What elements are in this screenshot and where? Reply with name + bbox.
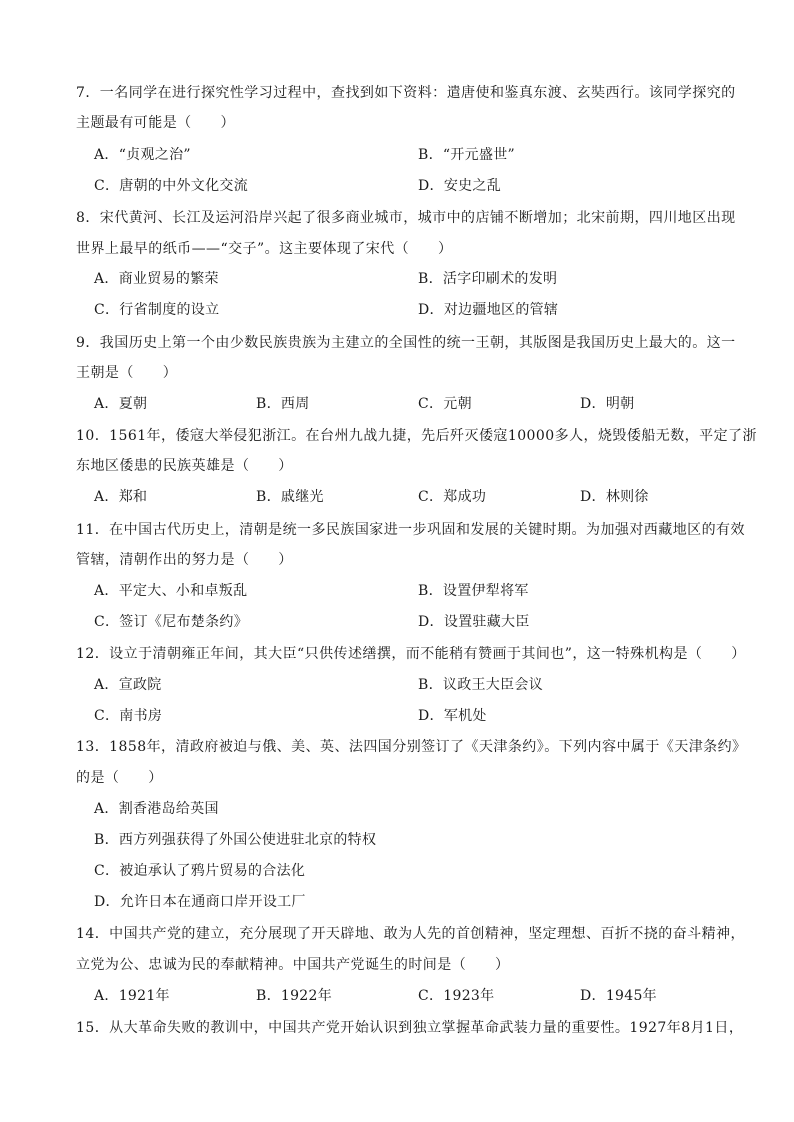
- question-stem-line: 9．我国历史上第一个由少数民族贵族为主建立的全国性的统一王朝，其版图是我国历史上最大的。这一: [76, 335, 736, 351]
- question-stem-line: 13．1858年，清政府被迫与俄、美、英、法四国分别签订了《天津条约》。下列内容中属于《天津条约》: [76, 739, 747, 755]
- question-stem-line: 10．1561年，倭寇大举侵犯浙江。在台州九战九捷，先后歼灭倭寇10000多人，烧毁倭船无数，平定了浙: [76, 428, 757, 444]
- option-a[interactable]: A．1921年: [94, 988, 170, 1004]
- option-b[interactable]: B．戚继光: [256, 489, 324, 505]
- option-b[interactable]: B．1922年: [256, 988, 333, 1004]
- option-c[interactable]: C．元朝: [418, 396, 472, 412]
- question-stem-line: 的是（ ）: [76, 770, 163, 786]
- option-d[interactable]: D．1945年: [580, 988, 657, 1004]
- option-d[interactable]: D．允许日本在通商口岸开设工厂: [94, 894, 306, 910]
- option-c[interactable]: C．被迫承认了鸦片贸易的合法化: [94, 863, 306, 879]
- option-c[interactable]: C．行省制度的设立: [94, 302, 220, 318]
- question-stem-line: 主题最有可能是（ ）: [76, 115, 235, 131]
- question-stem-line: 12．设立于清朝雍正年间，其大臣“只供传述缮撰，而不能稍有赞画于其间也”，这一特殊机构是（ ）: [76, 646, 746, 662]
- question-stem-line: 14．中国共产党的建立，充分展现了开天辟地、敢为人先的首创精神，坚定理想、百折不挠的奋斗精神，: [76, 926, 745, 942]
- option-d[interactable]: D．对边疆地区的管辖: [418, 302, 559, 318]
- option-d[interactable]: D．设置驻藏大臣: [418, 614, 530, 630]
- option-a[interactable]: A．宣政院: [94, 677, 162, 693]
- option-a[interactable]: A．“贞观之治”: [94, 147, 191, 163]
- question-stem-line: 15．从大革命失败的教训中，中国共产党开始认识到独立掌握革命武装力量的重要性。1927年8月1日，: [76, 1020, 744, 1036]
- question-stem-line: 王朝是（ ）: [76, 365, 178, 381]
- option-c[interactable]: C．唐朝的中外文化交流: [94, 178, 249, 194]
- option-d[interactable]: D．明朝: [580, 396, 635, 412]
- option-b[interactable]: B．议政王大臣会议: [418, 677, 543, 693]
- option-b[interactable]: B．西周: [256, 396, 310, 412]
- option-b[interactable]: B．“开元盛世”: [418, 147, 516, 163]
- question-stem-line: 世界上最早的纸币——“交子”。这主要体现了宋代（ ）: [76, 241, 453, 257]
- question-stem-line: 8．宋代黄河、长江及运河沿岸兴起了很多商业城市，城市中的店铺不断增加；北宋前期，四川地区出现: [76, 210, 736, 226]
- option-c[interactable]: C．郑成功: [418, 489, 487, 505]
- option-a[interactable]: A．夏朝: [94, 396, 148, 412]
- option-c[interactable]: C．签订《尼布楚条约》: [94, 614, 249, 630]
- option-c[interactable]: C．南书房: [94, 708, 163, 724]
- option-d[interactable]: D．林则徐: [580, 489, 649, 505]
- question-stem-line: 立党为公、忠诚为民的奉献精神。中国共产党诞生的时间是（ ）: [76, 957, 510, 973]
- option-a[interactable]: A．割香港岛给英国: [94, 801, 219, 817]
- option-b[interactable]: B．设置伊犁将军: [418, 583, 529, 599]
- option-d[interactable]: D．军机处: [418, 708, 487, 724]
- option-b[interactable]: B．西方列强获得了外国公使进驻北京的特权: [94, 832, 377, 848]
- option-a[interactable]: A．商业贸易的繁荣: [94, 271, 219, 287]
- option-a[interactable]: A．郑和: [94, 489, 148, 505]
- option-b[interactable]: B．活字印刷术的发明: [418, 271, 558, 287]
- question-stem-line: 11．在中国古代历史上，清朝是统一多民族国家进一步巩固和发展的关键时期。为加强对西藏地区的有效: [76, 522, 745, 538]
- question-stem-line: 东地区倭患的民族英雄是（ ）: [76, 458, 293, 474]
- option-a[interactable]: A．平定大、小和卓叛乱: [94, 583, 248, 599]
- question-stem-line: 7．一名同学在进行探究性学习过程中，查找到如下资料：遣唐使和鉴真东渡、玄奘西行。该同学探究的: [76, 85, 736, 101]
- question-stem-line: 管辖，清朝作出的努力是（ ）: [76, 552, 293, 568]
- option-d[interactable]: D．安史之乱: [418, 178, 502, 194]
- option-c[interactable]: C．1923年: [418, 988, 495, 1004]
